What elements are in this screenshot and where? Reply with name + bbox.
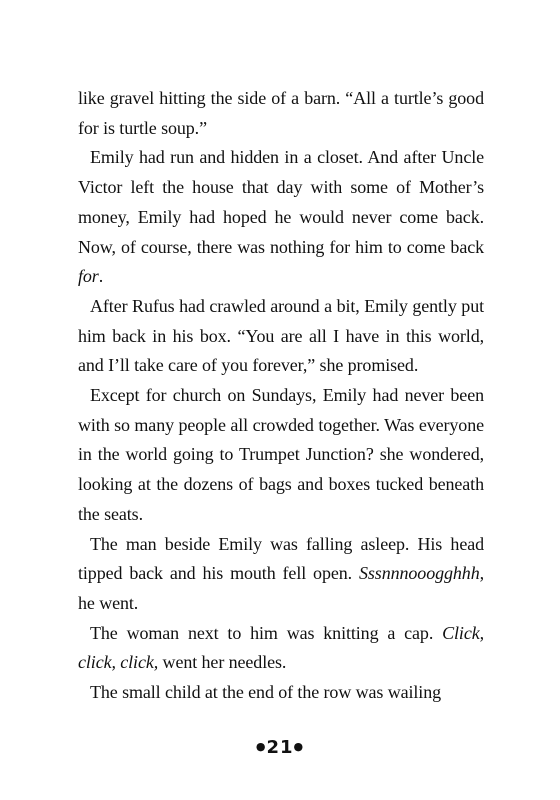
text-run: .	[98, 266, 104, 287]
text-run: The small child at the end of the row was wailing	[90, 682, 442, 703]
text-run: Emily had run and hidden in a closet. And after Uncle Victor left the house that day with some of Mother’s money, Emily had hoped he would never come back. Now, of course, there was nothing for him to come back	[78, 147, 484, 257]
paragraph	[78, 143, 484, 292]
paragraph	[78, 381, 484, 530]
folio-dot-left: ●	[255, 740, 267, 753]
text-run: he went.	[78, 592, 139, 613]
text-run: Except for church on Sundays, Emily had never been with so many people all crowded together. Was everyone in the world going to Trumpet Junction? she wondered, looking at the dozens of bags and boxes tucked beneath the seats.	[78, 385, 484, 524]
text-run: went her needles.	[158, 652, 287, 673]
text-run: After Rufus had crawled around a bit, Emily gently put him back in his box. “You are all I have in this world, and I’ll take care of you forever,” she promised.	[78, 295, 484, 376]
paragraph	[78, 292, 484, 381]
text-run: The man beside Emily was falling asleep. His head tipped back and his mouth fell open.	[78, 533, 484, 584]
text-run: The woman next to him was knitting a cap.	[90, 622, 443, 643]
text-run: like gravel hitting the side of a barn. “All a turtle’s good for is turtle soup.”	[78, 88, 484, 138]
paragraph	[78, 678, 484, 708]
italic-text: Sssnnnooogghhh,	[358, 563, 484, 584]
folio-dot-right: ●	[293, 740, 305, 753]
paragraph	[78, 530, 484, 619]
italic-text: for	[78, 266, 99, 287]
body-text	[78, 84, 484, 708]
paragraph	[78, 619, 484, 678]
page-number	[0, 737, 560, 758]
page-number-value: 21	[266, 737, 294, 758]
italic-text: Click, click, click,	[78, 622, 484, 673]
paragraph	[78, 84, 484, 143]
